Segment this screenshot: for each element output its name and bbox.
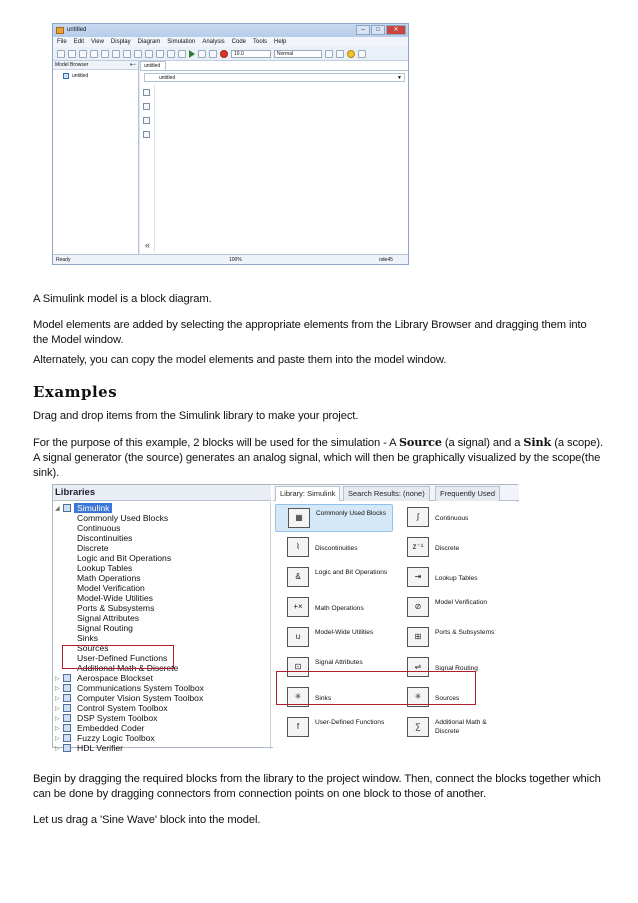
library-block[interactable] (275, 564, 393, 592)
block-icon: ⊞ (407, 627, 429, 647)
window-title: untitled (67, 27, 87, 33)
toolbox-icon (63, 684, 71, 692)
block-label: Sinks (315, 695, 332, 702)
sinks-sources-highlight (62, 645, 174, 669)
model-browser-header (53, 61, 138, 70)
tree-item[interactable]: Sources (77, 643, 109, 653)
block-label: Logic and Bit Operations (315, 569, 388, 576)
toolbox-icon (63, 734, 71, 742)
status-bar (53, 254, 408, 264)
toolbox-icon (63, 744, 71, 752)
section-heading: Examples (33, 383, 118, 401)
expand-arrow-icon[interactable]: ▷ (55, 706, 60, 712)
p5-text-e: (a scope). A signal generator (the source) generates an analog signal, which will then be graphically visualized by the scope(the sink). (33, 437, 603, 479)
library-block[interactable] (395, 504, 513, 532)
build-icon[interactable] (358, 50, 366, 58)
tree-toolbox-item[interactable]: Aerospace Blockset (77, 673, 153, 683)
block-label: Lookup Tables (435, 575, 478, 582)
paragraph-4: Drag and drop items from the Simulink library to make your project. (33, 410, 359, 422)
expand-arrow-icon[interactable]: ▷ (55, 726, 60, 732)
maximize-button[interactable]: □ (371, 25, 385, 35)
expand-arrow-icon[interactable]: ▷ (55, 686, 60, 692)
toolbox-icon (63, 674, 71, 682)
tree-root[interactable]: Simulink (74, 503, 112, 513)
paragraph-2: Model elements are added by selecting the appropriate elements from the Library Browser and dragging them into the Model window. (33, 319, 587, 346)
save-icon[interactable] (79, 50, 87, 58)
menu-display[interactable]: Display (110, 39, 131, 45)
fit-view-icon[interactable] (143, 103, 150, 110)
menu-diagram[interactable]: Diagram (137, 39, 161, 45)
menu-bar (53, 37, 408, 47)
tree-toolbox-item[interactable]: Communications System Toolbox (77, 683, 204, 693)
block-label: Signal Attributes (315, 659, 363, 666)
tree-item[interactable]: Additional Math & Discrete (77, 663, 179, 673)
toolbox-icon (63, 724, 71, 732)
block-label: Sources (435, 695, 460, 702)
breadcrumb[interactable] (144, 73, 405, 82)
status-zoom: 100% (229, 257, 242, 263)
block-icon: ⊘ (407, 597, 429, 617)
block-icon: f (287, 717, 309, 737)
block-icon: & (287, 567, 309, 587)
block-label: Discontinuities (315, 545, 358, 552)
block-label: Math Operations (315, 605, 364, 612)
step-back-icon[interactable] (178, 50, 186, 58)
paragraph-7: Let us drag a 'Sine Wave' block into the model. (33, 814, 261, 826)
tree-item[interactable]: Signal Routing (77, 623, 133, 633)
close-button[interactable]: ✕ (386, 25, 406, 35)
tree-item[interactable]: Math Operations (77, 573, 141, 583)
tree-toolbox-item[interactable]: Control System Toolbox (77, 703, 168, 713)
toolbox-icon (63, 694, 71, 702)
library-block[interactable] (275, 534, 393, 562)
simulink-window-screenshot (52, 23, 409, 265)
breadcrumb-label: untitled (159, 75, 176, 81)
forward-icon[interactable] (123, 50, 131, 58)
block-icon: z⁻¹ (407, 537, 429, 557)
status-ready: Ready (56, 257, 71, 263)
expand-arrow-icon[interactable]: ◢ (55, 506, 60, 512)
block-label: Additional Math & Discrete (435, 719, 487, 735)
toolbar (53, 47, 408, 61)
tree-toolbox-item[interactable]: DSP System Toolbox (77, 713, 158, 723)
tree-item[interactable]: Commonly Used Blocks (77, 513, 169, 523)
collapse-panel-icon[interactable]: « (145, 240, 151, 250)
model-editor (140, 61, 408, 254)
model-canvas[interactable] (154, 85, 406, 253)
minimize-button[interactable]: – (356, 25, 370, 35)
library-block[interactable] (395, 594, 513, 622)
block-label: Discrete (435, 545, 460, 552)
toolbox-icon (63, 704, 71, 712)
sinks-sources-highlight (276, 671, 476, 705)
panel-pin-icon[interactable]: ⇤▫ (130, 62, 136, 68)
tree-item[interactable]: Lookup Tables (77, 563, 133, 573)
block-icon: ∫ (407, 507, 429, 527)
model-browser-label: Model Browser (55, 62, 89, 68)
block-icon: ⇌ (407, 657, 429, 677)
tree-toolbox-item[interactable]: Computer Vision System Toolbox (77, 693, 204, 703)
block-label: Commonly Used Blocks (316, 510, 386, 517)
p5-text-a: For the purpose of this example, 2 blocks will be used for the simulation - A (33, 437, 399, 449)
status-solver: ode45 (379, 257, 393, 263)
step-forward-icon[interactable] (198, 50, 206, 58)
paragraph-1: A Simulink model is a block diagram. (33, 293, 212, 305)
library-block[interactable] (275, 504, 393, 532)
p5-sink-term: Sink (523, 435, 552, 449)
block-icon: ✳ (287, 687, 309, 707)
canvas-palette (143, 89, 151, 138)
expand-arrow-icon[interactable]: ▷ (55, 736, 60, 742)
menu-view[interactable]: View (91, 39, 104, 45)
block-label: Signal Routing (435, 665, 478, 672)
record-icon[interactable] (220, 50, 228, 58)
menu-code[interactable]: Code (231, 39, 246, 45)
tree-toolbox-item[interactable]: Embedded Coder (77, 723, 145, 733)
open-icon[interactable] (68, 50, 76, 58)
library-block[interactable] (395, 714, 513, 742)
menu-simulation[interactable]: Simulation (167, 39, 196, 45)
tree-item[interactable]: Sinks (77, 633, 99, 643)
tree-item[interactable]: Model-Wide Utilities (77, 593, 153, 603)
library-block[interactable] (275, 624, 393, 652)
expand-arrow-icon[interactable]: ▷ (55, 716, 60, 722)
model-browser-panel (53, 61, 139, 254)
tree-item[interactable]: Logic and Bit Operations (77, 553, 172, 563)
window-titlebar (53, 24, 408, 37)
block-icon: +× (287, 597, 309, 617)
paragraph-6: Begin by dragging the required blocks from the library to the project window. Then, connect the blocks together which can be done by dragging connectors from connection points on one block to those of another. (33, 773, 601, 800)
tree-item[interactable]: Signal Attributes (77, 613, 140, 623)
tree-item[interactable]: User-Defined Functions (77, 653, 168, 663)
menu-file[interactable]: File (57, 39, 67, 45)
block-icon: ⊡ (287, 657, 309, 677)
run-icon[interactable] (189, 50, 195, 58)
back-icon[interactable] (112, 50, 120, 58)
p5-text-c: (a signal) and a (441, 437, 524, 449)
tree-item[interactable]: Model Verification (77, 583, 145, 593)
block-label: Model-Wide Utilities (315, 629, 374, 636)
library-block[interactable] (275, 594, 393, 622)
tree-item[interactable]: Continuous (77, 523, 121, 533)
p5-source-term: Source (398, 435, 442, 449)
library-block[interactable] (275, 714, 393, 742)
menu-analysis[interactable]: Analysis (202, 39, 225, 45)
simulation-mode-select[interactable]: Normal (274, 50, 322, 58)
tab-library-simulink[interactable]: Library: Simulink (275, 486, 340, 501)
tree-toolbox-item[interactable]: Fuzzy Logic Toolbox (77, 733, 155, 743)
zoom-in-icon[interactable] (143, 89, 150, 96)
menu-edit[interactable]: Edit (73, 39, 85, 45)
block-label: User-Defined Functions (315, 719, 385, 726)
libraries-header: Libraries (53, 485, 271, 501)
toolbox-icon (63, 714, 71, 722)
block-icon: ▦ (288, 508, 310, 528)
library-browser-screenshot (52, 484, 518, 753)
library-tree (53, 502, 271, 753)
arrow-icon[interactable] (143, 117, 150, 124)
tree-item[interactable]: Discontinuities (77, 533, 133, 543)
menu-tools[interactable]: Tools (253, 39, 268, 45)
expand-arrow-icon[interactable]: ▷ (55, 696, 60, 702)
tab-frequently-used[interactable]: Frequently Used (435, 486, 500, 501)
settings-gear-icon[interactable] (156, 50, 164, 58)
expand-arrow-icon[interactable]: ▷ (55, 746, 60, 752)
block-icon: ✳ (407, 687, 429, 707)
chevron-down-icon[interactable]: ▼ (397, 75, 402, 81)
annotation-icon[interactable] (143, 131, 150, 138)
library-block[interactable] (395, 534, 513, 562)
library-browser-icon[interactable] (145, 50, 153, 58)
up-icon[interactable] (134, 50, 142, 58)
diagnostics-icon[interactable] (336, 50, 344, 58)
tab-untitled[interactable]: untitled (140, 61, 166, 70)
block-label: Model Verification (435, 599, 488, 606)
paragraph-3: Alternately, you can copy the model elements and paste them into the model window. (33, 354, 447, 366)
library-block[interactable] (395, 624, 513, 652)
model-icon (63, 73, 69, 79)
block-label: Ports & Subsystems (435, 629, 495, 636)
library-tabs (273, 485, 519, 501)
tree-toolbox-item[interactable]: HDL Verifier (77, 743, 124, 753)
stop-icon[interactable] (209, 50, 217, 58)
model-browser-item-label: untitled (72, 73, 89, 79)
tree-item[interactable]: Discrete (77, 543, 109, 553)
menu-help[interactable]: Help (274, 39, 287, 45)
library-block[interactable] (395, 564, 513, 592)
tab-search-results[interactable]: Search Results: (none) (343, 486, 430, 501)
model-advisor-icon[interactable] (347, 50, 355, 58)
block-icon: u (287, 627, 309, 647)
stop-time-input[interactable]: 10.0 (231, 50, 271, 58)
model-explorer-icon[interactable] (167, 50, 175, 58)
block-label: Continuous (435, 515, 469, 522)
simulink-library-icon (63, 504, 71, 512)
undo-icon[interactable] (90, 50, 98, 58)
redo-icon[interactable] (101, 50, 109, 58)
new-model-icon[interactable] (57, 50, 65, 58)
block-icon: ⇥ (407, 567, 429, 587)
paragraph-5 (33, 435, 603, 481)
simulink-app-icon (56, 27, 64, 34)
expand-arrow-icon[interactable]: ▷ (55, 676, 60, 682)
model-browser-item[interactable] (53, 70, 138, 79)
library-block-grid (273, 502, 519, 749)
fast-restart-icon[interactable] (325, 50, 333, 58)
block-icon: ∑ (407, 717, 429, 737)
block-icon: ⌇ (287, 537, 309, 557)
tree-item[interactable]: Ports & Subsystems (77, 603, 155, 613)
